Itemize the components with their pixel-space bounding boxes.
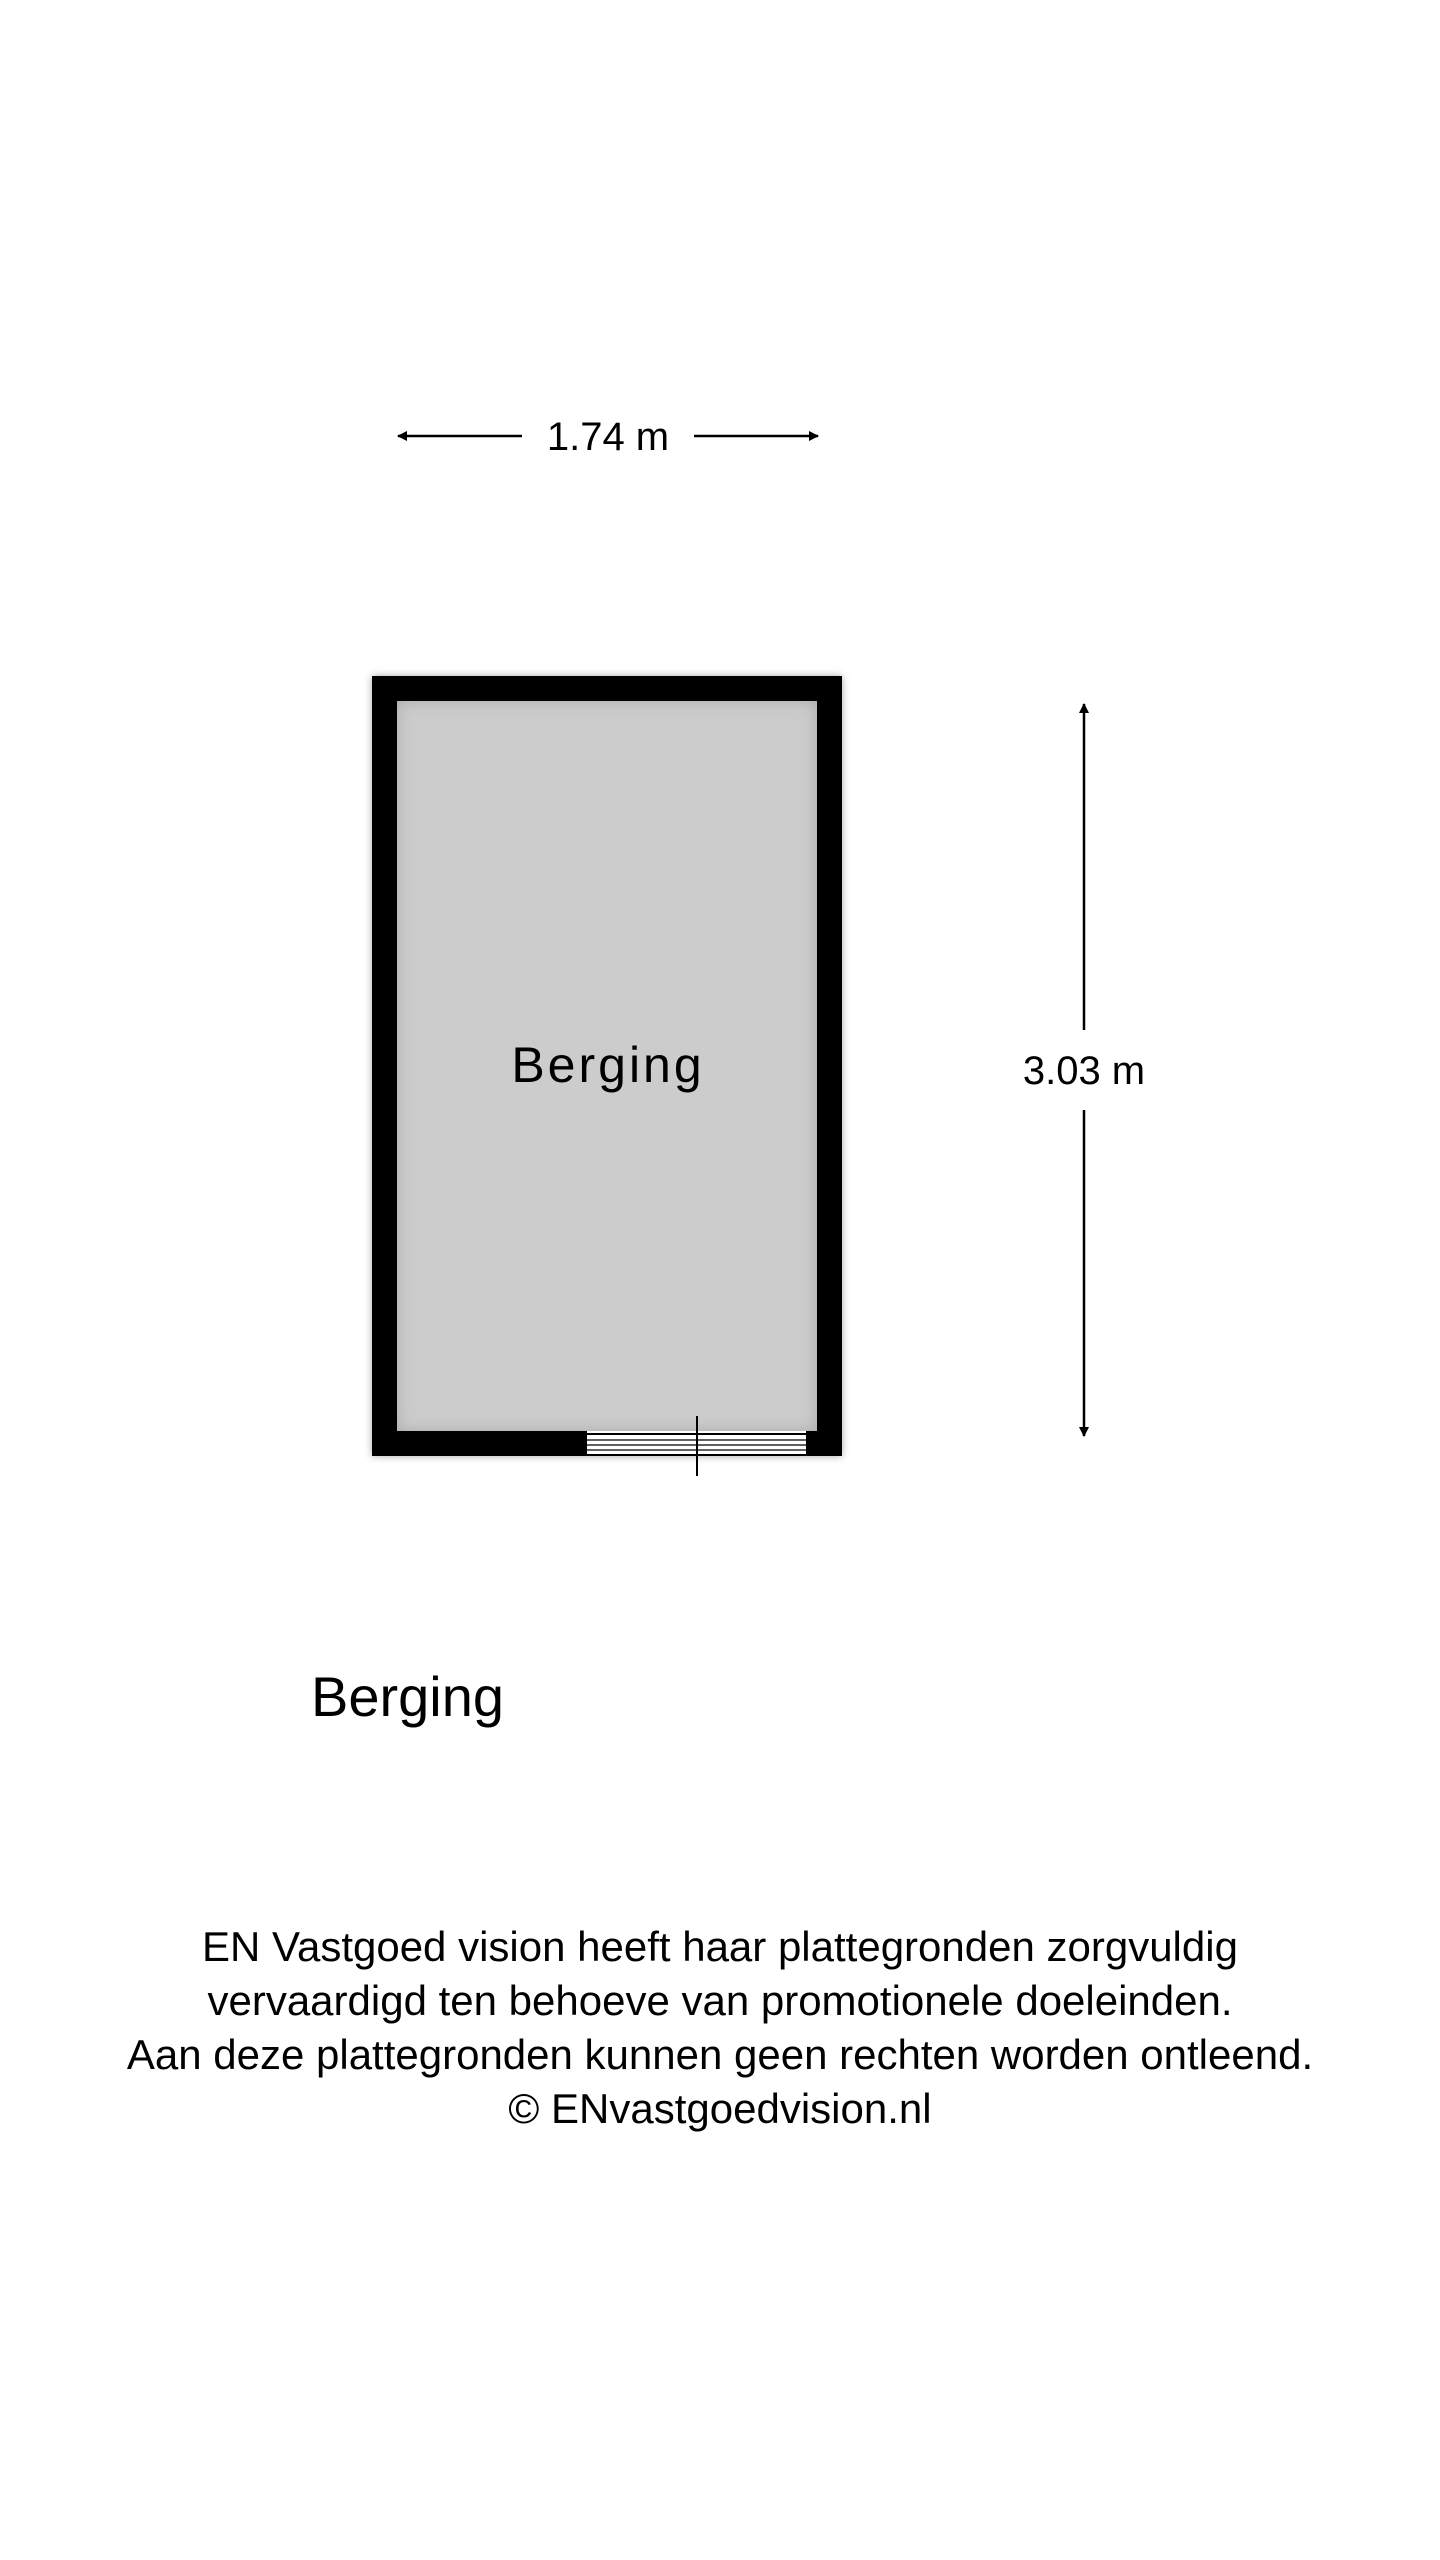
floor-title: Berging bbox=[311, 1665, 505, 1728]
width-dimension bbox=[398, 415, 818, 459]
disclaimer-line-1: EN Vastgoed vision heeft haar plattegronden zorgvuldig bbox=[202, 1923, 1238, 1970]
disclaimer-line-3: Aan deze plattegronden kunnen geen rechten worden ontleend. bbox=[126, 2031, 1314, 2078]
disclaimer-line-2: vervaardigd ten behoeve van promotionele doeleinden. bbox=[207, 1977, 1233, 2024]
disclaimer-line-4: © ENvastgoedvision.nl bbox=[508, 2085, 932, 2132]
disclaimer bbox=[0, 1920, 1440, 2136]
room-berging bbox=[372, 676, 842, 1476]
height-dimension-label: 3.03 m bbox=[1022, 1049, 1146, 1093]
width-dimension-label: 1.74 m bbox=[546, 415, 670, 459]
room-label: Berging bbox=[511, 1037, 705, 1093]
height-dimension bbox=[1023, 704, 1145, 1436]
